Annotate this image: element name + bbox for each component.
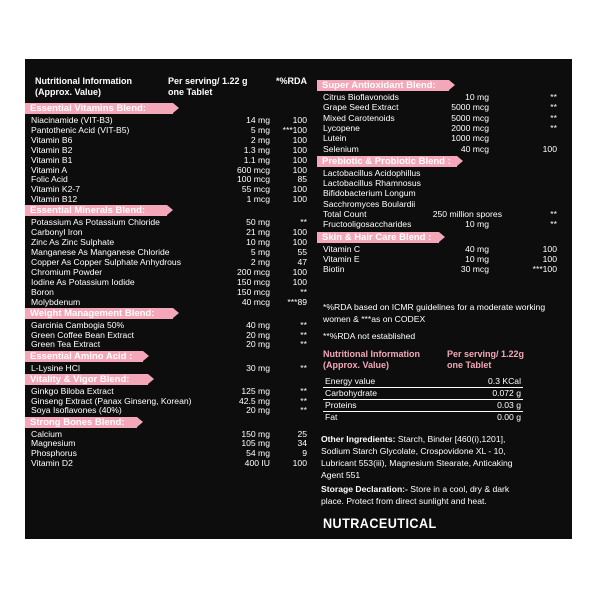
- nutrient-amount: 5 mg: [250, 124, 270, 135]
- nutrient-row: [317, 123, 572, 133]
- nutrient-amount: 400 IU: [244, 458, 270, 469]
- nutrient-amount: 10 mg: [465, 92, 489, 102]
- nutrient-amount: 54 mg: [246, 448, 270, 459]
- nutrient-rda: **: [300, 362, 307, 373]
- nutrient-rda: 100: [292, 164, 307, 175]
- nutrient-amount: 600 mcg: [237, 164, 270, 175]
- nutrient-amount: 1.1 mg: [243, 154, 270, 165]
- nutrient-name: Vitamin K2-7: [31, 184, 81, 195]
- nutrient-name: Chromium Powder: [31, 266, 103, 277]
- nutrient-name: Total Count: [323, 209, 367, 219]
- nutrient-amount: 40 mg: [246, 319, 270, 330]
- nutrient-amount: 150 mg: [241, 428, 270, 439]
- nutrient-rda: **: [550, 112, 557, 123]
- nutrient-amount: 40 mg: [465, 243, 489, 254]
- other-ingredients-text: Starch, Binder [460(i),1201], Sodium Starch Glycolate, Crospovidone XL - 10, Lubricant 553(iii), Magnesium Stearate, Anticaking Agent 551: [321, 434, 513, 480]
- nutrient-name: Bifidobacterium Longum: [323, 188, 416, 199]
- nutrient-rda: 100: [542, 143, 557, 154]
- nutrient-row: [25, 448, 313, 458]
- nutrient-name: Zinc As Zinc Sulphate: [31, 237, 115, 248]
- nutrient-amount: 125 mg: [241, 385, 270, 396]
- nutrient-row: [25, 429, 313, 439]
- storage-label: Storage Declaration:-: [321, 484, 408, 494]
- nutrient-row: [25, 330, 313, 340]
- nutrient-name: Selenium: [323, 143, 359, 154]
- nutrient-amount: 20 mg: [246, 405, 270, 416]
- nutrient-amount: 20 mg: [246, 329, 270, 340]
- nutrient-row: [25, 396, 313, 406]
- rda-footnote: *%RDA based on ICMR guidelines for a moderate working women & ***as on CODEX: [323, 302, 546, 324]
- nutrient-row: [25, 217, 313, 227]
- nutrient-rda: **: [550, 122, 557, 133]
- nutrition-summary-name: Proteins: [325, 400, 357, 410]
- nutrient-amount: 5000 mcg: [451, 112, 489, 123]
- right-column: [317, 59, 572, 539]
- nutrient-rda: **: [300, 339, 307, 350]
- nutrient-amount: 55 mcg: [241, 184, 270, 195]
- nutrient-rda: **: [300, 395, 307, 406]
- nutrient-row: [317, 113, 572, 123]
- nutrient-name: Green Coffee Bean Extract: [31, 329, 135, 340]
- nutrient-rda: **: [300, 385, 307, 396]
- nutrient-amount: 2000 mcg: [451, 122, 489, 133]
- nutrient-row: [25, 155, 313, 165]
- nutrient-name: Vitamin B2: [31, 144, 73, 155]
- nutrition-summary-row: [323, 376, 523, 386]
- nutrient-row: [25, 277, 313, 287]
- nutrient-rda: 100: [292, 266, 307, 277]
- nutrient-rda: ***100: [532, 264, 557, 275]
- nutrient-amount: 150 mcg: [237, 276, 270, 287]
- section-header: Strong Bones Blend:: [25, 417, 137, 428]
- nutrition-summary-name: Fat: [325, 412, 338, 422]
- nutrient-rda: **: [550, 102, 557, 113]
- nutrient-amount: 21 mg: [246, 227, 270, 238]
- nutrient-rda: 100: [292, 458, 307, 469]
- section-header: Essential Amino Acid :: [25, 351, 143, 362]
- nutrient-name: Copper As Copper Sulphate Anhydrous: [31, 256, 182, 267]
- nutrient-row: [317, 168, 572, 178]
- nutrient-name: Vitamin D2: [31, 458, 73, 469]
- other-ingredients-label: Other Ingredients:: [321, 434, 396, 444]
- section-header: Essential Vitamins Blend:: [25, 103, 173, 114]
- nutrient-row: [25, 174, 313, 184]
- nutrient-name: Sacchromyces Boulardii: [323, 198, 416, 209]
- nutrient-name: Magnesium: [31, 438, 76, 449]
- nutrient-row: [317, 254, 572, 264]
- nutrient-row: [25, 458, 313, 468]
- nutrient-amount: 250 million spores: [432, 209, 502, 219]
- nutrient-amount: 5 mg: [250, 247, 270, 257]
- nutrient-name: Biotin: [323, 264, 345, 275]
- nutrient-row: [317, 209, 572, 219]
- section-header: Skin & Hair Care Blend :: [317, 232, 439, 243]
- nutrient-name: Vitamin A: [31, 164, 68, 175]
- nutrient-rda: 100: [292, 134, 307, 145]
- nutrient-rda: **: [550, 209, 557, 219]
- nutrient-row: [317, 219, 572, 229]
- nutrient-rda: 100: [292, 237, 307, 248]
- nutrient-amount: 100 mcg: [237, 174, 270, 185]
- nutrient-row: [317, 144, 572, 154]
- nutrient-rda: 85: [297, 174, 307, 185]
- nutrient-row: [317, 92, 572, 102]
- nutrient-row: [25, 247, 313, 257]
- nutrient-row: [25, 145, 313, 155]
- label-panel: [25, 59, 572, 539]
- nutrient-row: [25, 438, 313, 448]
- nutrient-amount: 10 mg: [246, 237, 270, 248]
- nutrient-name: Iodine As Potassium Iodide: [31, 276, 135, 287]
- nutrient-amount: 50 mg: [246, 217, 270, 228]
- rda-not-established-note: **%RDA not established: [323, 331, 416, 341]
- nutrient-rda: 55: [297, 247, 307, 257]
- nutrient-row: [25, 184, 313, 194]
- nutrition-summary-row: [323, 400, 523, 410]
- nutrient-rda: **: [300, 217, 307, 228]
- section-header: Weight Management Blend:: [25, 308, 173, 319]
- nutrient-name: Vitamin B1: [31, 154, 73, 165]
- nutrient-row: [25, 267, 313, 277]
- nutrient-row: [25, 194, 313, 204]
- nutrient-amount: 200 mcg: [237, 266, 270, 277]
- nutrient-name: Mixed Carotenoids: [323, 112, 395, 123]
- nutrient-rda: **: [300, 405, 307, 416]
- nutrient-row: [25, 297, 313, 307]
- nutrient-amount: 10 mg: [465, 219, 489, 230]
- nutrient-amount: 30 mcg: [460, 264, 489, 275]
- nutrient-row: [25, 320, 313, 330]
- nutrition-summary-value: 0.00 g: [497, 412, 521, 422]
- nutrient-name: Lactobacillus Acidophillus: [323, 167, 421, 178]
- nutrient-name: Garcinia Cambogia 50%: [31, 319, 125, 330]
- nutrient-name: Boron: [31, 286, 54, 297]
- nutrient-row: [317, 199, 572, 209]
- section-header: Prebiotic & Probiotic Blend :: [317, 156, 457, 167]
- nutrient-name: Soya Isoflavones (40%): [31, 405, 122, 416]
- summary-nutrition-serving: Per serving/ 1.22g one Tablet: [447, 349, 525, 370]
- nutrition-summary-value: 0.03 g: [497, 400, 521, 410]
- storage-declaration: [321, 483, 566, 507]
- nutrient-rda: **: [550, 219, 557, 230]
- nutrient-row: [25, 386, 313, 396]
- nutrient-rda: ***89: [287, 296, 307, 307]
- nutrient-amount: 105 mg: [241, 438, 270, 449]
- nutrition-summary-name: Energy value: [325, 376, 376, 386]
- nutrient-name: Calcium: [31, 428, 63, 439]
- nutrient-name: Pantothenic Acid (VIT-B5): [31, 124, 130, 135]
- nutrient-row: [25, 363, 313, 373]
- nutrient-row: [25, 287, 313, 297]
- nutrient-rda: 25: [297, 428, 307, 439]
- nutrient-amount: 2 mg: [250, 256, 270, 267]
- nutrient-row: [25, 125, 313, 135]
- nutrient-name: Lutein: [323, 133, 347, 144]
- nutrient-rda: **: [300, 329, 307, 340]
- nutrient-row: [25, 237, 313, 247]
- nutrient-name: Vitamin E: [323, 253, 360, 264]
- nutrient-amount: 1000 mcg: [451, 133, 489, 144]
- nutrient-name: Vitamin C: [323, 243, 361, 254]
- nutrient-row: [317, 188, 572, 198]
- nutrient-row: [317, 102, 572, 112]
- nutrient-rda: 100: [292, 184, 307, 195]
- nutrient-name: Fructooligosaccharides: [323, 219, 412, 230]
- nutrition-header-serving: Per serving/ 1.22 g one Tablet: [168, 76, 248, 97]
- nutrition-summary-name: Carbohydrate: [325, 388, 378, 398]
- nutrient-rda: 100: [542, 253, 557, 264]
- nutrient-name: Folic Acid: [31, 174, 68, 185]
- nutrient-row: [25, 405, 313, 415]
- left-column: [25, 59, 315, 539]
- storage-text: Store in a cool, dry & dark place. Protect from direct sunlight and heat.: [321, 484, 510, 506]
- nutrient-amount: 42.5 mg: [238, 395, 270, 406]
- nutrient-rda: 47: [297, 256, 307, 267]
- nutrient-name: Lactobacillus Rhamnosus: [323, 178, 421, 189]
- nutrient-amount: 5000 mcg: [451, 102, 489, 113]
- section-header: Super Antioxidant Blend:: [317, 80, 449, 91]
- nutrient-amount: 14 mg: [246, 115, 270, 125]
- nutrient-row: [25, 115, 313, 125]
- nutrient-rda: ***100: [282, 124, 307, 135]
- nutrient-name: L-Lysine HCl: [31, 362, 80, 373]
- nutrient-rda: 100: [292, 144, 307, 155]
- section-header: Essential Minerals Blend:: [25, 205, 167, 216]
- nutrient-rda: 100: [292, 276, 307, 287]
- nutrient-row: [317, 264, 572, 274]
- nutrient-name: Vitamin B12: [31, 194, 78, 205]
- nutrient-name: Phosphorus: [31, 448, 77, 459]
- nutrient-row: [317, 244, 572, 254]
- nutrient-row: [317, 133, 572, 143]
- nutrient-amount: 30 mg: [246, 362, 270, 373]
- nutrient-rda: 100: [292, 227, 307, 238]
- nutrient-rda: **: [300, 286, 307, 297]
- nutrient-amount: 40 mcg: [460, 143, 489, 154]
- nutrient-rda: 100: [292, 115, 307, 125]
- nutrient-amount: 20 mg: [246, 339, 270, 350]
- nutrition-header-rda: *%RDA: [276, 76, 308, 86]
- summary-nutrition-table: [323, 375, 523, 427]
- nutrient-row: [25, 227, 313, 237]
- nutrient-amount: 150 mcg: [237, 286, 270, 297]
- nutrient-name: Niacinamide (VIT-B3): [31, 115, 113, 125]
- nutrient-name: Manganese As Manganese Chloride: [31, 247, 170, 257]
- nutrient-amount: 10 mg: [465, 253, 489, 264]
- nutrient-name: Vitamin B6: [31, 134, 73, 145]
- nutrient-rda: 100: [542, 243, 557, 254]
- nutrient-rda: 100: [292, 194, 307, 205]
- nutrient-rda: **: [300, 319, 307, 330]
- brand-nutraceutical: NUTRACEUTICAL: [323, 515, 437, 531]
- section-header: Vitality & Vigor Blend:: [25, 374, 148, 385]
- other-ingredients: [321, 433, 566, 481]
- nutrient-name: Ginseng Extract (Panax Ginseng, Korean): [31, 395, 192, 406]
- nutrient-amount: 40 mcg: [241, 296, 270, 307]
- nutrient-amount: 1 mcg: [246, 194, 270, 205]
- nutrition-summary-row: [323, 412, 523, 422]
- summary-nutrition-title: Nutritional Information (Approx. Value): [323, 349, 420, 370]
- nutrient-amount: 2 mg: [250, 134, 270, 145]
- nutrient-row: [25, 135, 313, 145]
- nutrient-rda: 9: [302, 448, 307, 459]
- nutrition-summary-value: 0.072 g: [492, 388, 521, 398]
- nutrient-amount: 1.3 mg: [243, 144, 270, 155]
- nutrient-row: [317, 178, 572, 188]
- nutrient-name: Potassium As Potassium Chloride: [31, 217, 160, 228]
- nutrient-row: [25, 339, 313, 349]
- nutrient-name: Grape Seed Extract: [323, 102, 399, 113]
- nutrient-name: Lycopene: [323, 122, 360, 133]
- nutrient-name: Carbonyl Iron: [31, 227, 83, 238]
- nutrient-row: [25, 257, 313, 267]
- nutrition-summary-value: 0.3 KCal: [488, 376, 521, 386]
- nutrient-rda: 34: [297, 438, 307, 449]
- nutrition-summary-row: [323, 388, 523, 398]
- nutrient-name: Molybdenum: [31, 296, 81, 307]
- nutrition-header-title: Nutritional Information (Approx. Value): [35, 76, 132, 97]
- nutrient-rda: 100: [292, 154, 307, 165]
- nutrient-row: [25, 165, 313, 175]
- nutrient-name: Ginkgo Biloba Extract: [31, 385, 114, 396]
- nutrient-rda: **: [550, 92, 557, 102]
- nutrient-name: Citrus Bioflavonoids: [323, 92, 399, 102]
- nutrient-name: Green Tea Extract: [31, 339, 101, 350]
